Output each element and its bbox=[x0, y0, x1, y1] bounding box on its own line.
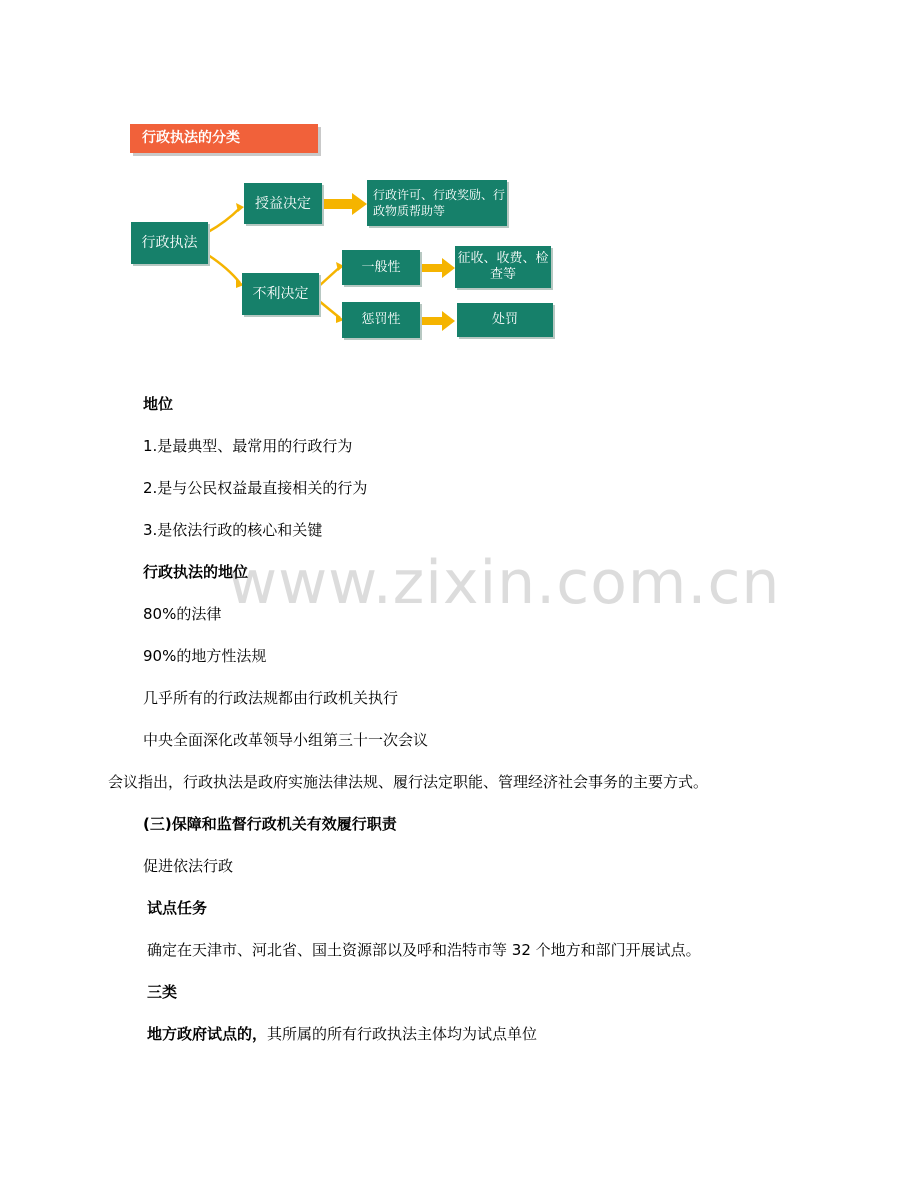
heading-enforcement-status: 行政执法的地位 bbox=[143, 563, 249, 581]
text-line: 80%的法律 bbox=[143, 605, 222, 623]
text-line: 2.是与公民权益最直接相关的行为 bbox=[143, 479, 368, 497]
arrow-to-general-result bbox=[422, 258, 455, 278]
heading-section-three: (三)保障和监督行政机关有效履行职责 bbox=[143, 815, 397, 833]
text-line: 中央全面深化改革领导小组第三十一次会议 bbox=[143, 731, 429, 749]
node-general: 一般性 bbox=[342, 250, 420, 285]
node-punitive-result: 处罚 bbox=[457, 303, 553, 337]
connector-adverse-general bbox=[318, 267, 340, 287]
text-line: 几乎所有的行政法规都由行政机关执行 bbox=[143, 689, 399, 707]
text-line: 确定在天津市、河北省、国土资源部以及呼和浩特市等 32 个地方和部门开展试点。 bbox=[147, 941, 701, 959]
connector-root-adverse bbox=[208, 255, 240, 283]
diagram-header: 行政执法的分类 bbox=[130, 124, 318, 153]
node-adverse: 不利决定 bbox=[242, 273, 319, 315]
text-line: 促进依法行政 bbox=[143, 857, 234, 875]
heading-three-types: 三类 bbox=[147, 983, 178, 1001]
heading-pilot-tasks: 试点任务 bbox=[147, 899, 208, 917]
arrow-to-beneficial-result bbox=[324, 193, 367, 215]
node-beneficial: 授益决定 bbox=[244, 183, 322, 224]
node-root: 行政执法 bbox=[131, 222, 208, 264]
text-line: 会议指出，行政执法是政府实施法律法规、履行法定职能、管理经济社会事务的主要方式。 bbox=[108, 773, 709, 791]
heading-status: 地位 bbox=[143, 395, 174, 413]
node-beneficial-result: 行政许可、行政奖励、行政物质帮助等 bbox=[367, 180, 507, 226]
node-punitive: 惩罚性 bbox=[342, 302, 420, 338]
text-line bbox=[147, 1024, 537, 1044]
text-bold-lead: 地方政府试点的， bbox=[147, 1025, 268, 1043]
text-line: 3.是依法行政的核心和关键 bbox=[143, 521, 323, 539]
arrow-to-punitive-result bbox=[422, 311, 455, 331]
text-line: 1.是最典型、最常用的行政行为 bbox=[143, 437, 353, 455]
text-line: 90%的地方性法规 bbox=[143, 647, 267, 665]
watermark: www.zixin.com.cn bbox=[228, 548, 781, 618]
node-general-result: 征收、收费、检查等 bbox=[455, 246, 551, 288]
text-rest: 其所属的所有行政执法主体均为试点单位 bbox=[267, 1025, 538, 1043]
connector-root-beneficial bbox=[208, 208, 240, 232]
